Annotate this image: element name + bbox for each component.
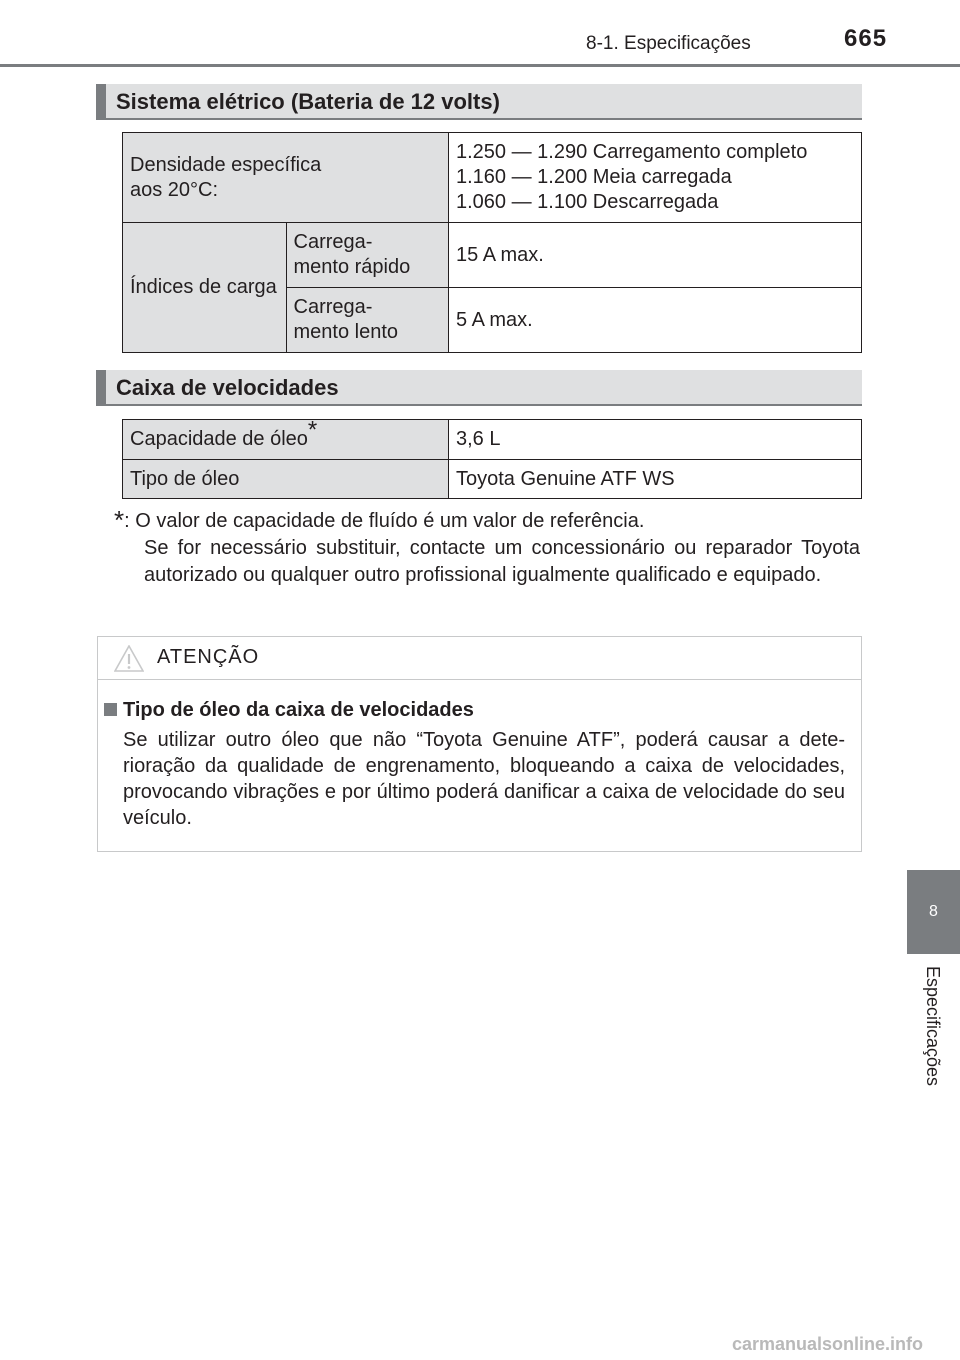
electrical-section-title: Sistema elétrico (Bateria de 12 volts) bbox=[116, 89, 500, 114]
table-row bbox=[123, 133, 862, 223]
warning-triangle-icon bbox=[114, 645, 144, 672]
fast-charge-label: Carrega- mento rápido bbox=[286, 223, 449, 288]
chapter-tab bbox=[907, 870, 960, 954]
density-value: 1.250 — 1.290 Carregamento completo 1.160 — 1.200 Meia carregada 1.060 — 1.100 Descarregada bbox=[449, 133, 862, 223]
square-bullet-icon bbox=[104, 703, 117, 716]
charge-rate-label: Índices de carga bbox=[123, 223, 287, 353]
warning-header bbox=[98, 637, 861, 680]
slow-charge-value: 5 A max. bbox=[449, 288, 862, 353]
slow-charge-label: Carrega- mento lento bbox=[286, 288, 449, 353]
footnote-text: Se for necessário substituir, contacte um concessionário ou reparador Toyota autorizado ou qualquer outro profissional igualmente qualificado e equipado. bbox=[144, 537, 860, 586]
footnote-mark: * bbox=[307, 416, 318, 444]
oil-type-value: Toyota Genuine ATF WS bbox=[449, 460, 862, 499]
gearbox-section-heading bbox=[96, 370, 862, 406]
watermark: carmanualsonline.info bbox=[732, 1334, 924, 1354]
electrical-spec-table bbox=[122, 132, 862, 353]
table-row bbox=[123, 420, 862, 460]
warning-text: Se utilizar outro óleo que não “Toyota Genuine ATF”, poderá causar a deterioração da qualidade de engrenamento, bloqueando a caixa de velocidades, provocando vibrações e por último poderá danificar a caixa de velocidade do seu veículo. bbox=[123, 729, 845, 829]
density-label: Densidade específica aos 20°C: bbox=[123, 133, 449, 223]
section-title: 8-1. Especificações bbox=[586, 33, 751, 54]
chapter-label: Especificações bbox=[923, 966, 943, 1087]
table-row bbox=[123, 460, 862, 499]
gearbox-section-title: Caixa de velocidades bbox=[116, 375, 339, 400]
warning-label: ATENÇÃO bbox=[157, 646, 260, 668]
oil-type-label: Tipo de óleo bbox=[123, 460, 449, 499]
chapter-number: 8 bbox=[929, 903, 938, 920]
oil-capacity-label: Capacidade de óleo* bbox=[123, 420, 449, 460]
fast-charge-value: 15 A max. bbox=[449, 223, 862, 288]
header-divider bbox=[0, 64, 960, 67]
footnote-first-line: : O valor de capacidade de fluído é um valor de referência. bbox=[124, 510, 645, 532]
electrical-section-heading bbox=[96, 84, 862, 120]
oil-capacity-value: 3,6 L bbox=[449, 420, 862, 460]
warning-box bbox=[97, 636, 862, 852]
gearbox-spec-table bbox=[122, 416, 862, 499]
table-row bbox=[123, 223, 862, 288]
warning-title: Tipo de óleo da caixa de velocidades bbox=[104, 699, 474, 722]
footnote-star: * bbox=[114, 505, 125, 535]
footnote bbox=[114, 505, 860, 589]
page-number: 665 bbox=[844, 25, 888, 52]
